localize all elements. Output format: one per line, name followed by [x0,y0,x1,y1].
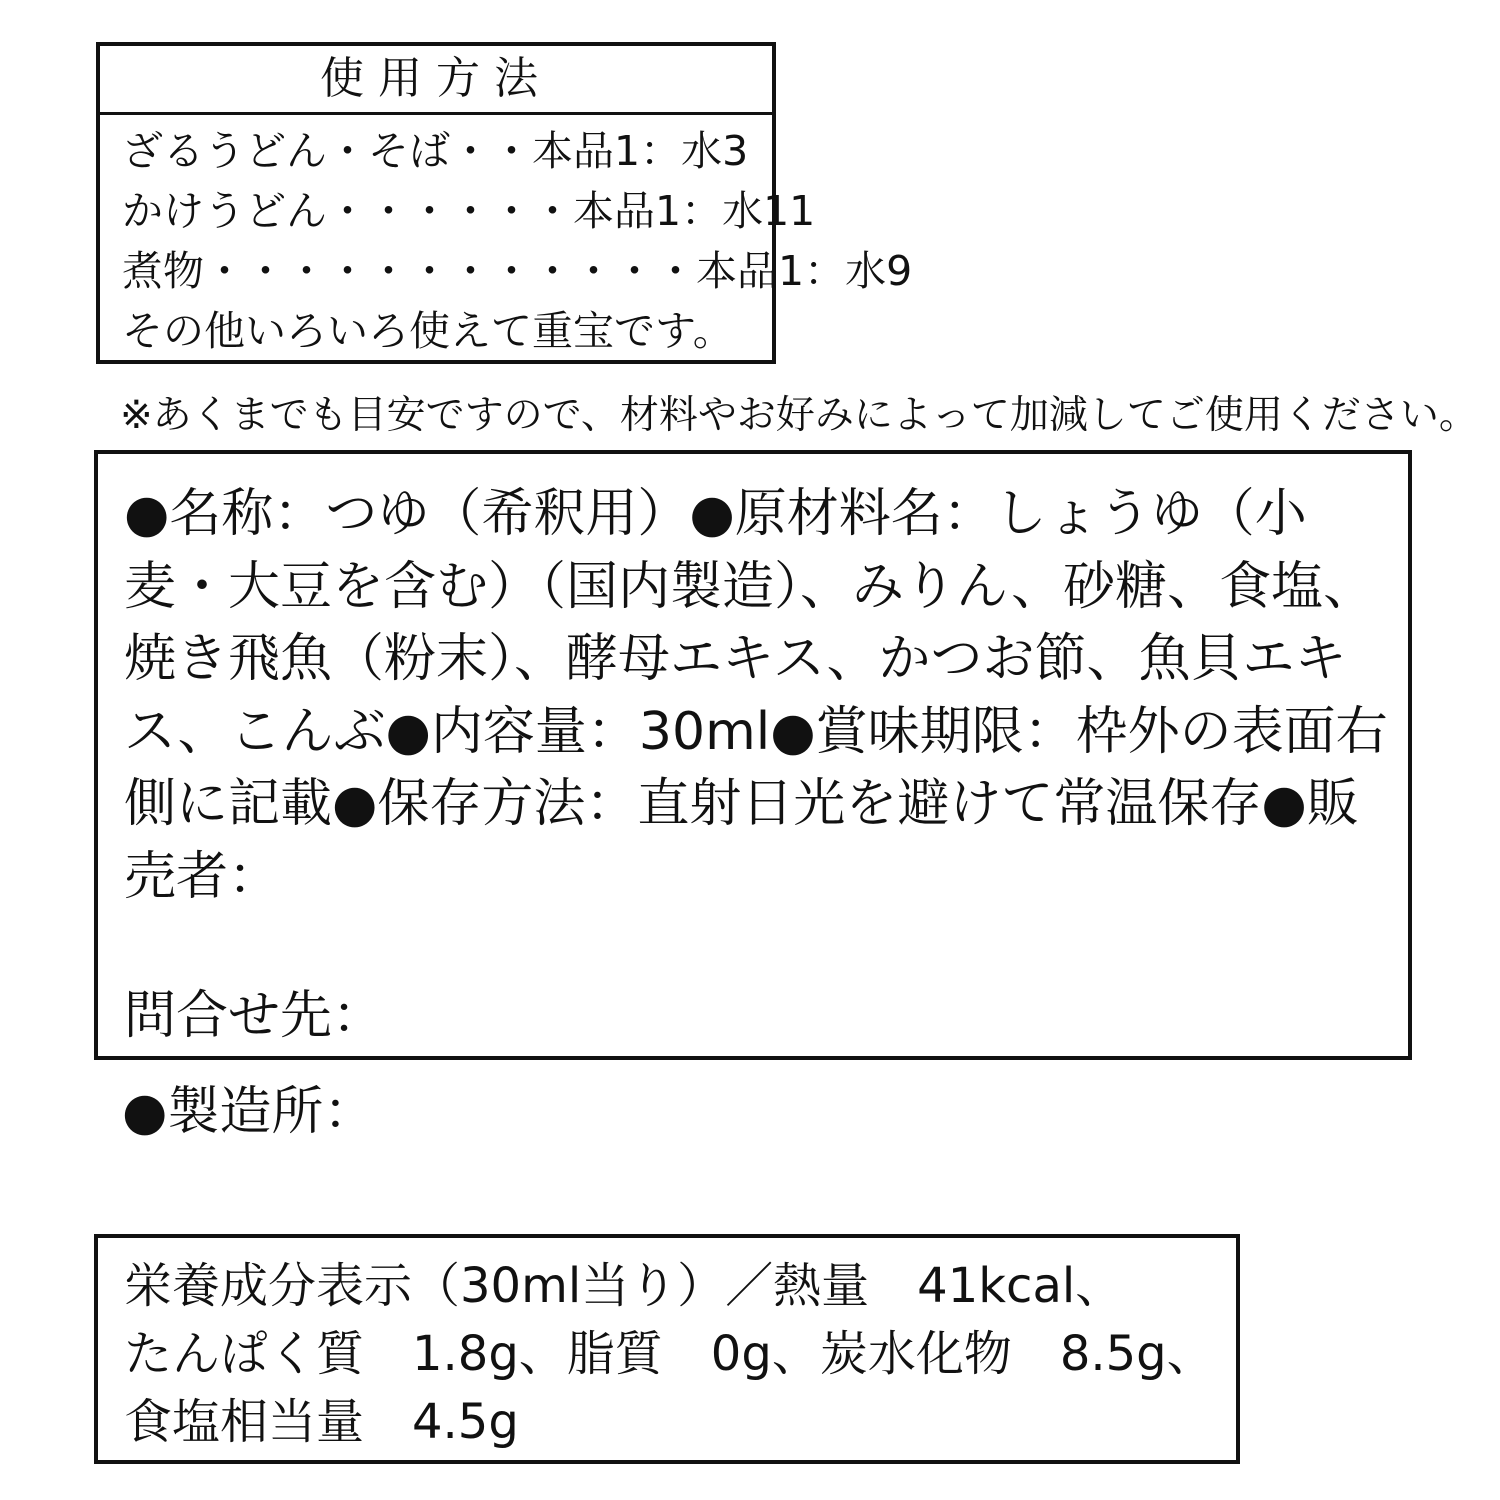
nutrition-line-energy: 栄養成分表示（30ml当り）／熱量 41kcal、 [124,1258,1124,1314]
usage-line-other: その他いろいろ使えて重宝です。 [122,307,734,355]
product-label-text: ●名称：つゆ（希釈用）●原材料名：しょうゆ（小麦・大豆を含む）（国内製造）、みりん、砂糖、食塩、焼き飛魚（粉末）、酵母エキス、かつお節、魚貝エキス、こんぶ●内容量：30ml●賞味期限：枠外の表面右側に記載●保存方法：直射日光を避けて常温保存●販売者： [124,484,1388,907]
usage-line-kake: かけうどん・・・・・・本品1：水11 [122,187,816,235]
product-label-box [94,450,1412,1060]
usage-line-zaru: ざるうどん・そば・・本品1：水3 [122,127,749,175]
manufacturer-line: ●製造所： [122,1082,376,1142]
contact-line: 問合せ先： [124,986,385,1046]
usage-note: ※あくまでも目安ですので、材料やお好みによって加減してご使用ください。 [120,393,1478,438]
usage-title: 使用方法 [100,46,772,115]
nutrition-facts-box [94,1234,1240,1464]
nutrition-line-salt: 食塩相当量 4.5g [124,1394,519,1450]
nutrition-line-macros: たんぱく質 1.8g、脂質 0g、炭水化物 8.5g、 [124,1326,1215,1382]
usage-instructions-box [96,42,913,364]
nutrition-lines [98,1238,1236,1456]
usage-lines [100,115,913,361]
usage-line-nimono: 煮物・・・・・・・・・・・・本品1：水9 [122,247,913,295]
